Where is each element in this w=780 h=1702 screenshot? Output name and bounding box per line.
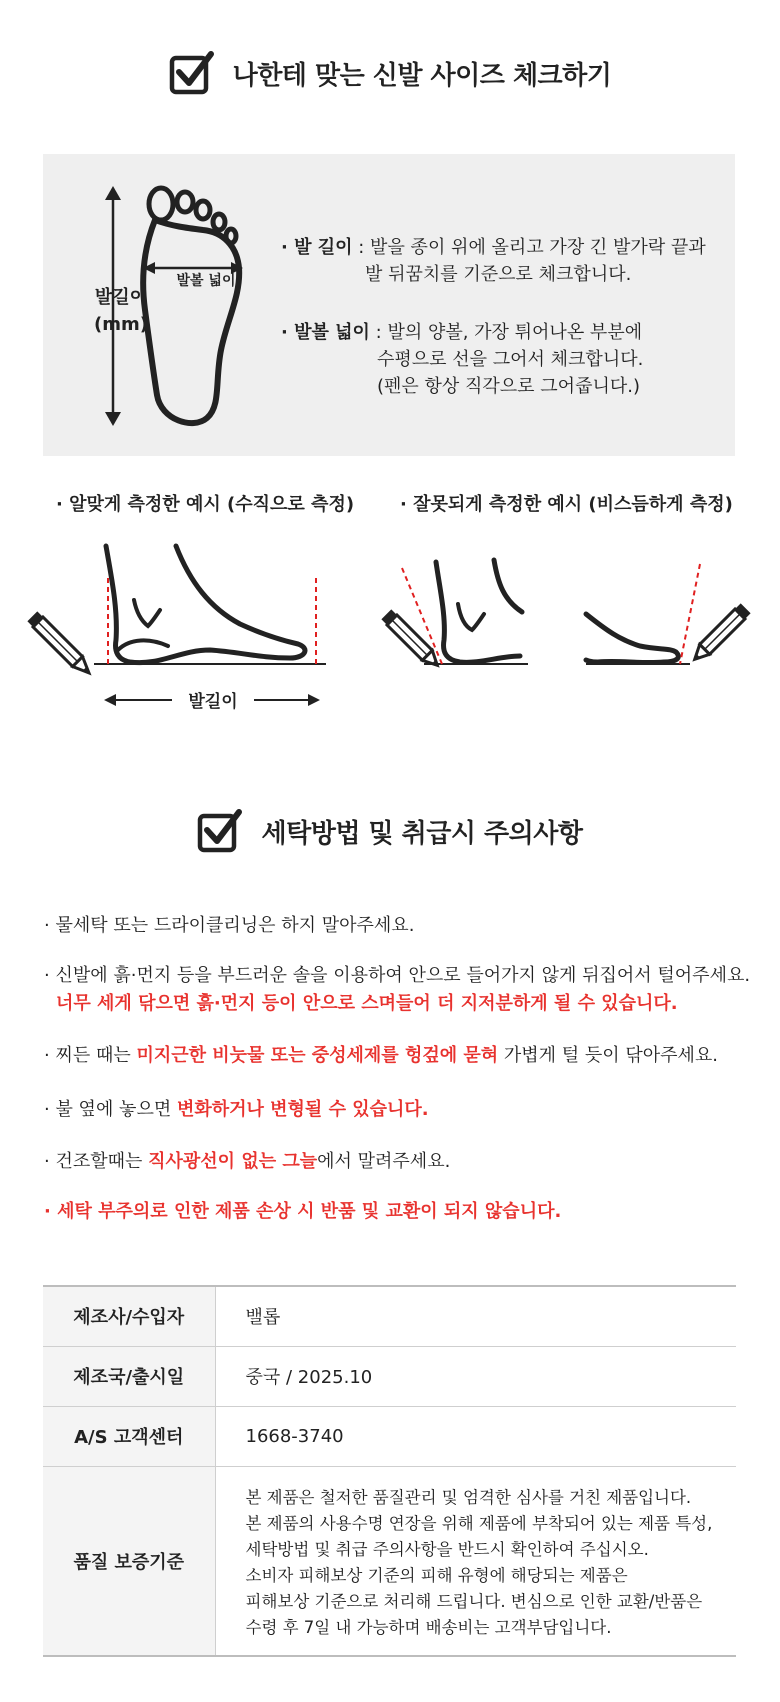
size-check-title: 나한테 맞는 신발 사이즈 체크하기 bbox=[232, 60, 612, 91]
foot-length-description: · 발 길이 : 발을 종이 위에 올리고 가장 긴 발가락 끝과 발 뒤꿈치를 기준으로 체크합니다. bbox=[281, 237, 706, 285]
origin-label: 제조국/출시일 bbox=[43, 1346, 215, 1406]
care-item-dry: · 건조할때는 직사광선이 없는 그늘에서 말려주세요. bbox=[44, 1151, 451, 1172]
table-row bbox=[43, 1406, 736, 1466]
pencil-icon bbox=[690, 603, 751, 664]
quality-label: 품질 보증기준 bbox=[43, 1466, 215, 1656]
wrong-measure-heel-example bbox=[381, 560, 528, 670]
measure-examples-illustration bbox=[0, 530, 780, 720]
ball-width-label: 발볼 넓이 bbox=[176, 273, 236, 289]
ball-width-description: · 발볼 넓이 : 발의 양볼, 가장 튀어나온 부분에 수평으로 선을 그어서 체크합니다. (펜은 항상 직각으로 그어줍니다.) bbox=[281, 322, 644, 397]
product-info-table bbox=[43, 1285, 736, 1657]
pencil-icon bbox=[27, 611, 93, 677]
size-check-header bbox=[0, 50, 780, 96]
ball-width-term: · 발볼 넓이 bbox=[281, 322, 370, 343]
care-item-fire: · 불 옆에 놓으면 변화하거나 변형될 수 있습니다. bbox=[44, 1099, 429, 1120]
care-item-brush-warning: 너무 세게 닦으면 흙·먼지 등이 안으로 스며들어 더 지저분하게 될 수 있습니다. bbox=[56, 993, 678, 1014]
manufacturer-label: 제조사/수입자 bbox=[43, 1286, 215, 1346]
foot-measure-panel bbox=[43, 154, 735, 456]
table-row bbox=[43, 1286, 736, 1346]
wrong-measure-label: · 잘못되게 측정한 예시 (비스듬하게 측정) bbox=[400, 494, 733, 515]
care-item-no-return: · 세탁 부주의로 인한 제품 손상 시 반품 및 교환이 되지 않습니다. bbox=[44, 1201, 562, 1222]
care-title: 세탁방법 및 취급시 주의사항 bbox=[261, 818, 583, 849]
quality-value: 본 제품은 철저한 품질관리 및 엄격한 심사를 거친 제품입니다. 본 제품의 사용수명 연장을 위해 제품에 부착되어 있는 제품 특성, 세탁방법 및 취급 주의사항을 반드시 확인하여 주십시오. 소비자 피해보상 기준의 피해 유형에 해당되는 제품은 피해보상 기준으로 처리해 드립니다. 변심으로 인한 교환/반품은 수령 후 7일 내 가능하며 배송비는 고객부담입니다. bbox=[215, 1466, 736, 1656]
foot-length-term: · 발 길이 bbox=[281, 237, 353, 258]
correct-measure-label: · 알맞게 측정한 예시 (수직으로 측정) bbox=[56, 494, 355, 515]
foot-length-arrow-label: 발길이 bbox=[188, 692, 238, 712]
as-center-value: 1668-3740 bbox=[215, 1406, 736, 1466]
table-row bbox=[43, 1346, 736, 1406]
care-item-stain: · 찌든 때는 미지근한 비눗물 또는 중성세제를 헝겊에 묻혀 가볍게 털 듯이 닦아주세요. bbox=[44, 1045, 719, 1066]
foot-length-label: 발길이 (mm) bbox=[94, 287, 148, 335]
as-center-label: A/S 고객센터 bbox=[43, 1406, 215, 1466]
table-row bbox=[43, 1466, 736, 1656]
care-item-brush: · 신발에 흙·먼지 등을 부드러운 솔을 이용하여 안으로 들어가지 않게 뒤집어서 털어주세요. bbox=[44, 965, 751, 986]
care-item-no-wash: · 물세탁 또는 드라이클리닝은 하지 말아주세요. bbox=[44, 915, 415, 936]
wrong-measure-toe-example bbox=[586, 564, 751, 664]
manufacturer-value: 밸롭 bbox=[215, 1286, 736, 1346]
care-header bbox=[0, 808, 780, 854]
checkbox-check-icon bbox=[197, 808, 243, 854]
origin-value: 중국 / 2025.10 bbox=[215, 1346, 736, 1406]
correct-measure-example bbox=[27, 546, 326, 706]
checkbox-check-icon bbox=[169, 50, 215, 96]
pencil-icon bbox=[381, 609, 442, 670]
